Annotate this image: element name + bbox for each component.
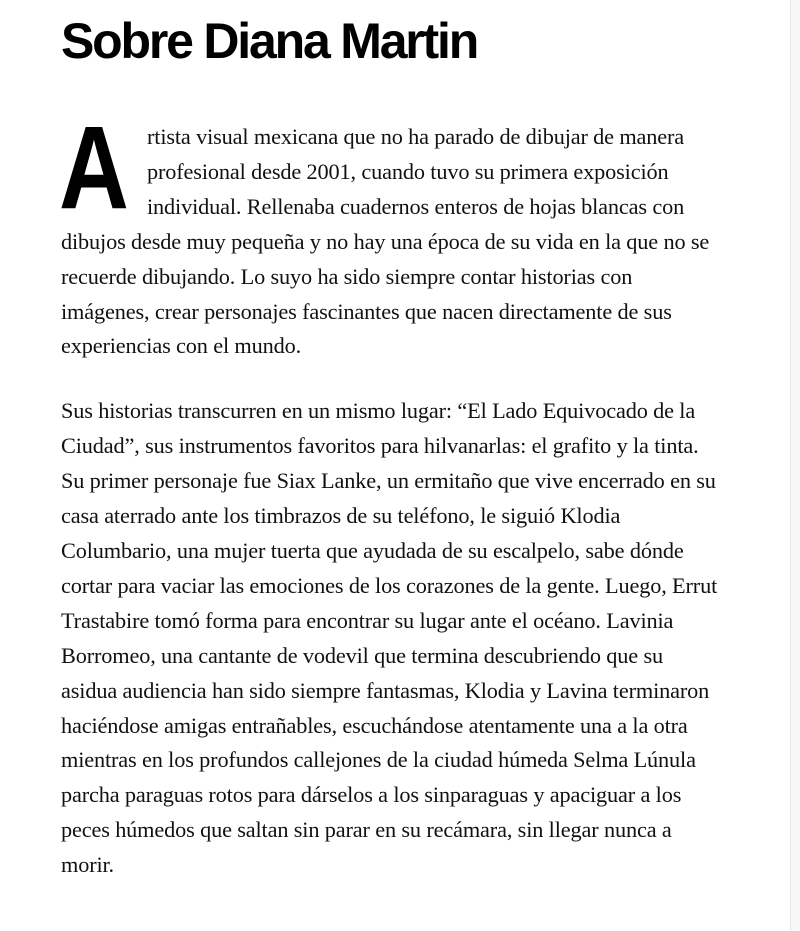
page-title: Sobre Diana Martin xyxy=(61,13,478,69)
scrollbar[interactable] xyxy=(790,0,800,931)
paragraph-stories: Sus historias transcurren en un mismo lugar: “El Lado Equivocado de la Ciudad”, sus instrumentos favoritos para hilvanarlas: el grafito y la tinta. Su primer personaje fue Siax Lanke, un ermitaño que vive encerrado en su casa aterrado ante los timbrazos de su teléfono, le siguió Klodia Columbario, una mujer tuerta que ayudada de su escalpelo, sabe dónde cortar para vaciar las emociones de los corazones de la gente. Luego, Errut Trastabire tomó forma para encontrar su lugar ante el océano. Lavinia Borromeo, una cantante de vodevil que termina descubriendo que su asidua audiencia han sido siempre fantasmas, Klodia y Lavina terminaron haciéndose amigas entrañables, escuchándose atentamente una a la otra mientras en los profundos callejones de la ciudad húmeda Selma Lúnula parcha paraguas rotos para dárselos a los sinparaguas y apaciguar a los peces húmedos que saltan sin parar en su recámara, sin llegar nunca a morir. xyxy=(61,398,718,878)
article xyxy=(61,0,721,883)
paragraph-intro xyxy=(59,102,721,364)
drop-cap: A xyxy=(59,102,129,234)
paragraph-intro-text: rtista visual mexicana que no ha parado de dibujar de manera profesional desde 2001, cuando tuvo su primera exposición individual. Rellenaba cuadernos enteros de hojas blancas con dibujos desde muy pequeña y no hay una época de su vida en la que no se recuerde dibujando. Lo suyo ha sido siempre contar historias con imágenes, crear personajes fascinantes que nacen directamente de sus experiencias con el mundo. xyxy=(61,124,710,359)
